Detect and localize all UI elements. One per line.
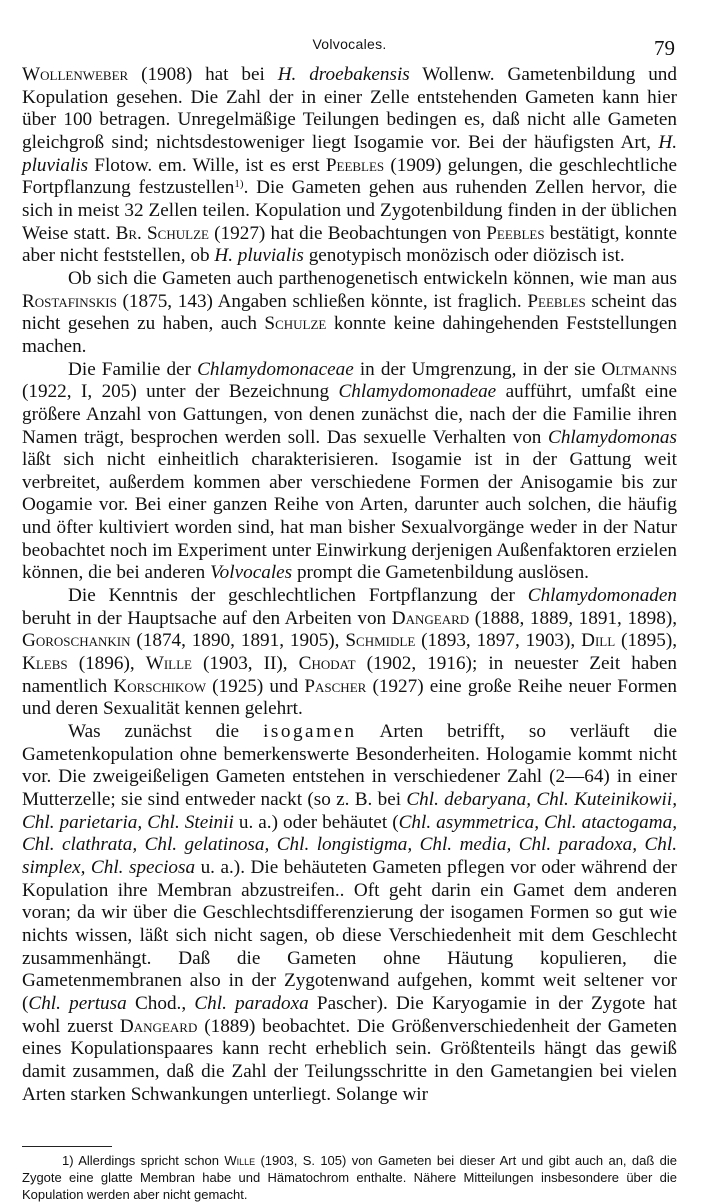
author-name: Chodat bbox=[298, 653, 356, 675]
text-run: u. a.). Die behäuteten Gameten pflegen vor oder während der Kopulation ihre Membran abzustreifen.. Oft geht darin ein Gamet dem anderen voran; da wir über die Geschlechtsdifferenzierung der isogamen Formen so gut wie nichts wissen, läßt sich nicht sagen, ob diese Verschiedenheit mit dem Geschlecht zusammenhängt. Daß die Gameten ohne Häutung kopulieren, die Gametenmembranen also in der Zygotenwand aufgehen, kommt weit seltener vor ( bbox=[22, 856, 677, 1014]
running-head bbox=[22, 34, 677, 60]
text-run: Die Familie der bbox=[68, 358, 198, 380]
text-run: scheint das nicht gesehen zu haben, auch bbox=[22, 290, 677, 335]
text-run: Pascher). Die Karyogamie in der Zygote hat wohl zuerst bbox=[22, 992, 677, 1037]
text-run: prompt die Gametenbildung auslösen. bbox=[292, 562, 589, 584]
author-name: Korschikow bbox=[113, 675, 206, 697]
footnote-text bbox=[22, 1152, 677, 1203]
author-name: Wollenweber bbox=[22, 64, 129, 85]
author-name: Peebles bbox=[527, 290, 586, 312]
italic-term: Chlamydomonadeae bbox=[338, 381, 497, 403]
italic-term: Chl. asymmetrica, Chl. atactogama, Chl. clathrata, Chl. gelatinosa, Chl. longistigma, Chl. media, Chl. paradoxa, Chl. simplex, Chl. speciosa bbox=[22, 811, 677, 878]
author-name: Schmidle bbox=[345, 630, 416, 652]
text-run: (1909) gelungen, die geschlechtliche Fortpflanzung festzustellen bbox=[22, 154, 677, 199]
text-run: (1927) eine große Reihe neuer Formen und deren Sexualität kennen gelehrt. bbox=[22, 675, 677, 720]
italic-term: H. pluvialis bbox=[22, 131, 677, 176]
text-run: (1875, 143) Angaben schließen könnte, ist fraglich. bbox=[116, 290, 528, 312]
text-run: (1925) und bbox=[205, 675, 305, 697]
author-name: Wille bbox=[224, 1153, 256, 1168]
text-run: (1893, 1897, 1903), bbox=[415, 630, 582, 652]
text-run: (1896), bbox=[67, 653, 146, 675]
author-name: Goroschankin bbox=[22, 630, 131, 652]
text-run: (1902, 1916); in neuester Zeit haben namentlich bbox=[22, 653, 678, 697]
text-run: . Die Gameten gehen aus ruhenden Zellen hervor, die sich in meist 32 Zellen teilen. Kopulation und Zygotenbildung finden in der üblichen Weise statt. bbox=[22, 177, 678, 244]
running-title: Volvocales. bbox=[312, 36, 387, 52]
text-run: (1888, 1889, 1891, 1898), bbox=[469, 607, 678, 629]
text-run: aufführt, umfaßt eine größere Anzahl von Gattungen, von denen zunächst die, nach der die Familie ihren Namen trägt, besprochen werden soll. Das sexuelle Verhalten von bbox=[22, 381, 677, 448]
text-run: in der Umgrenzung, in der sie bbox=[353, 358, 602, 380]
text-run: läßt sich nicht einheitlich charakterisieren. Isogamie ist in der Gattung weit verbreitet, außerdem kommen aber verschiedene Formen der Anisogamie bis zur Oogamie vor. Bei einer ganzen Reihe von Arten, darunter auch solchen, die häufig und öfter kultiviert worden sind, hat man bisher Sexualvorgänge weder in der Natur beobachtet noch im Experiment unter Einwirkung derjenigen Außenfaktoren erzielen können, die bei anderen bbox=[22, 449, 677, 584]
author-name: Schulze bbox=[264, 313, 327, 335]
italic-term: Chl. paradoxa bbox=[194, 992, 309, 1014]
paragraph bbox=[22, 268, 677, 359]
author-name: Br. Schulze bbox=[115, 222, 209, 244]
text-run: (1874, 1890, 1891, 1905), bbox=[130, 630, 346, 652]
author-name: Dill bbox=[581, 630, 616, 652]
paragraph bbox=[22, 585, 677, 721]
author-name: Klebs bbox=[22, 653, 68, 675]
text-run: Chod., bbox=[126, 992, 195, 1014]
page-number: 79 bbox=[654, 36, 675, 60]
text-run: genotypisch monözisch oder diözisch ist. bbox=[303, 245, 625, 267]
author-name: Dangeard bbox=[391, 607, 470, 629]
spaced-emphasis: isogamen bbox=[263, 721, 357, 743]
italic-term: H. pluvialis bbox=[214, 245, 304, 267]
text-run: Flotow. em. Wille, ist es erst bbox=[88, 154, 326, 176]
author-name: Rostafinskis bbox=[22, 290, 117, 312]
text-run: Was zunächst die bbox=[68, 721, 264, 743]
text-run: Arten betrifft, so verläuft die Gametenkopulation ohne bemerkenswerte Besonderheiten. Hologamie kommt nicht vor. Die zweigeißeligen Gameten entstehen in verschiedener Zahl (2—64) in einer Mutterzelle; sie sind entweder nackt (so z. B. bei bbox=[22, 721, 677, 810]
paragraph bbox=[22, 64, 677, 268]
italic-term: Volvocales bbox=[210, 562, 293, 584]
text-run: u. a.) oder behäutet ( bbox=[233, 811, 399, 833]
author-name: Peebles bbox=[486, 222, 545, 244]
paragraph bbox=[22, 721, 677, 1106]
body-text bbox=[22, 64, 677, 1106]
paragraph bbox=[22, 359, 677, 586]
text-run: (1903, S. 105) von Gameten bei dieser Art und gibt auch an, daß die Zygote eine glatte Membran habe und Hämatochrom enthalte. Nähere Mitteilungen insbesondere über die Kopulation werden aber nicht gemacht. bbox=[22, 1153, 677, 1202]
italic-term: Chlamydomonaden bbox=[527, 585, 677, 607]
text-run: (1895), bbox=[615, 630, 678, 652]
author-name: Oltmanns bbox=[601, 358, 677, 380]
text-run: Wollenw. Gametenbildung und Kopulation gesehen. Die Zahl der in einer Zelle entstehenden Gameten kann hier über 100 betragen. Unregelmäßige Teilungen bedingen es, daß nicht alle Gameten gleichgroß sind; nichtsdestoweniger liegt Isogamie vor. Bei der häufigsten Art, bbox=[22, 64, 677, 153]
author-name: Wille bbox=[145, 653, 192, 675]
text-run: (1908) hat bei bbox=[128, 64, 278, 85]
text-run: Ob sich die Gameten auch parthenogenetisch entwickeln können, wie man aus bbox=[68, 267, 677, 289]
italic-term: H. droebakensis bbox=[277, 64, 410, 85]
text-run: (1927) hat die Beobachtungen von bbox=[208, 222, 487, 244]
text-run: bestätigt, konnte aber nicht feststellen, ob bbox=[22, 222, 678, 267]
author-name: Peebles bbox=[325, 154, 385, 176]
text-run: (1889) beobachtet. Die Größenverschiedenheit der Gameten eines Kopulationspaares kann recht erheblich sein. Größtenteils hängt das gewiß damit zusammen, daß die Zahl der Teilungsschritte in den Gametangien bei vielen Arten starken Schwankungen unterliegt. Solange wir bbox=[22, 1015, 677, 1105]
text-run: konnte keine dahingehenden Feststellungen machen. bbox=[22, 313, 677, 357]
footnote-marker: 1) bbox=[234, 178, 244, 191]
text-run: beruht in der Hauptsache auf den Arbeiten von bbox=[22, 607, 392, 629]
text-run: Die Kenntnis der geschlechtlichen Fortpflanzung der bbox=[68, 585, 528, 607]
text-run: (1922, I, 205) unter der Bezeichnung bbox=[22, 381, 339, 403]
text-run: (1903, II), bbox=[191, 653, 299, 675]
text-run: 1) Allerdings spricht schon bbox=[62, 1153, 225, 1168]
italic-term: Chlamydomonaceae bbox=[197, 358, 354, 380]
author-name: Dangeard bbox=[119, 1015, 198, 1037]
footnote bbox=[22, 1152, 677, 1203]
italic-term: Chl. debaryana, Chl. Kuteinikowii, Chl. parietaria, Chl. Steinii bbox=[22, 789, 677, 833]
footnote-rule bbox=[22, 1146, 112, 1147]
italic-term: Chl. pertusa bbox=[28, 992, 127, 1014]
author-name: Pascher bbox=[304, 675, 367, 697]
italic-term: Chlamydomonas bbox=[548, 426, 677, 448]
